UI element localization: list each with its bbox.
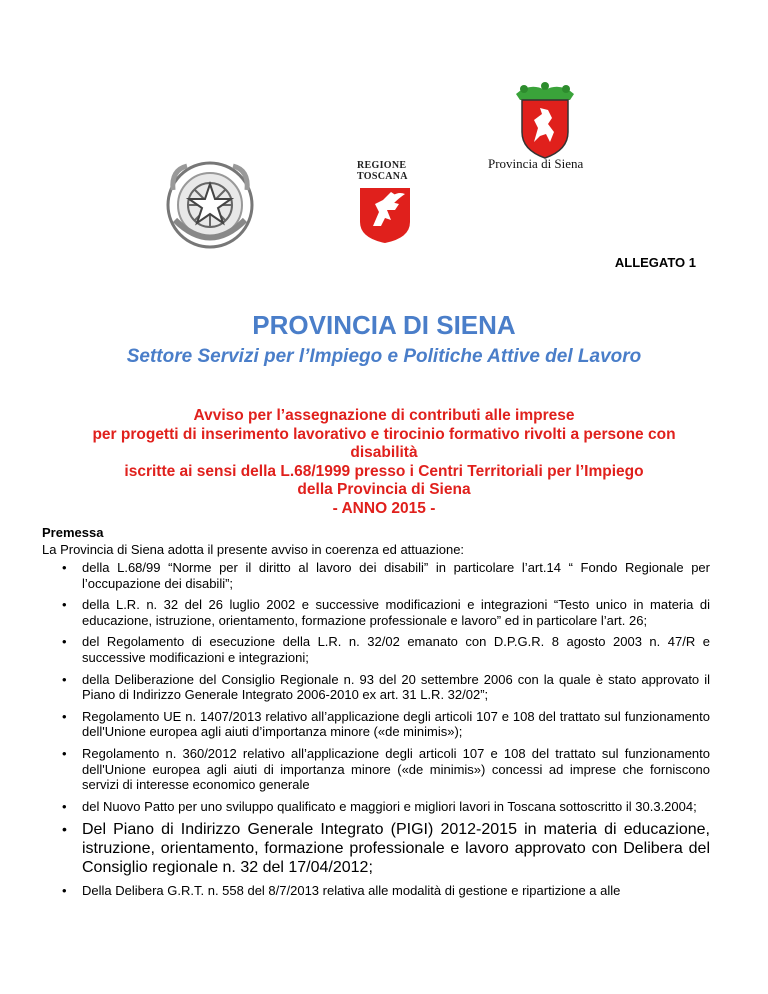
province-caption: Provincia di Siena <box>488 156 584 171</box>
allegato-label: ALLEGATO 1 <box>614 255 696 270</box>
list-item: • del Nuovo Patto per uno sviluppo qualificato e maggiori e migliori lavori in Toscana sottoscritto il 30.3.2004; <box>42 799 710 815</box>
premessa-list <box>42 560 710 905</box>
avviso-line: per progetti di inserimento lavorativo e tirocinio formativo rivolti a persone con <box>92 425 676 443</box>
list-item: • Della Delibera G.R.T. n. 558 del 8/7/2013 relativa alle modalità di gestione e ripartizione a alle <box>42 883 710 899</box>
italian-republic-emblem-icon <box>165 160 255 250</box>
regione-toscana-pegasus-icon <box>357 160 413 244</box>
list-item: • Regolamento UE n. 1407/2013 relativo all’applicazione degli articoli 107 e 108 del trattato sul funzionamento dell'Unione europea agli aiuti d’importanza minore («de minimis»); <box>42 709 710 740</box>
avviso-line: disabilità <box>350 444 418 461</box>
page-subtitle: Settore Servizi per l’Impiego e Politiche Attive del Lavoro <box>126 346 642 367</box>
list-item: • della L.68/99 “Norme per il diritto al lavoro dei disabili” in particolare l’art.14 “ Fondo Regionale per l’occupazione dei disabili”; <box>42 560 710 591</box>
list-item: • del Regolamento di esecuzione della L.R. n. 32/02 emanato con D.P.G.R. 8 agosto 2003 n. 47/R e successive modificazioni e integrazioni; <box>42 634 710 665</box>
list-item: • della Deliberazione del Consiglio Regionale n. 93 del 20 settembre 2006 con la quale è stato approvato il Piano di Indirizzo Generale Integrato 2006-2010 ex art. 31 L.R. 32/02”; <box>42 672 710 703</box>
page-title: PROVINCIA DI SIENA <box>252 310 516 340</box>
regione-toscana-wordmark: REGIONE TOSCANA <box>357 160 408 182</box>
regione-toscana-logo <box>357 160 413 244</box>
avviso-line: Avviso per l’assegnazione di contributi alle imprese <box>193 407 575 424</box>
list-item: • Regolamento n. 360/2012 relativo all’applicazione degli articoli 107 e 108 del trattato sul funzionamento dell'Unione europea agli aiuti di importanza minore («de minimis») concessi ad imprese che forniscono servizi di interesse economico generale <box>42 746 710 793</box>
logo-bar <box>0 0 768 250</box>
avviso-title <box>60 407 708 518</box>
avviso-line: iscritte ai sensi della L.68/1999 presso i Centri Territoriali per l’Impiego <box>124 462 644 480</box>
avviso-line: - ANNO 2015 - <box>332 499 436 517</box>
list-item: • della L.R. n. 32 del 26 luglio 2002 e successive modificazioni e integrazioni “Testo unico in materia di educazione, istruzione, orientamento, formazione professionale e lavoro” ed in particolare l’art. 26; <box>42 597 710 628</box>
section-intro: La Provincia di Siena adotta il presente avviso in coerenza ed attuazione: <box>42 542 465 557</box>
list-item: • Del Piano di Indirizzo Generale Integrato (PIGI) 2012-2015 in materia di educazione, istruzione, orientamento, formazione professionale e lavoro approvato con Delibera del Consiglio regionale n. 32 del 17/04/2012; <box>42 820 710 877</box>
avviso-line: della Provincia di Siena <box>297 481 471 498</box>
section-heading: Premessa <box>42 525 104 540</box>
provincia-siena-lion-crest-icon <box>510 80 580 160</box>
